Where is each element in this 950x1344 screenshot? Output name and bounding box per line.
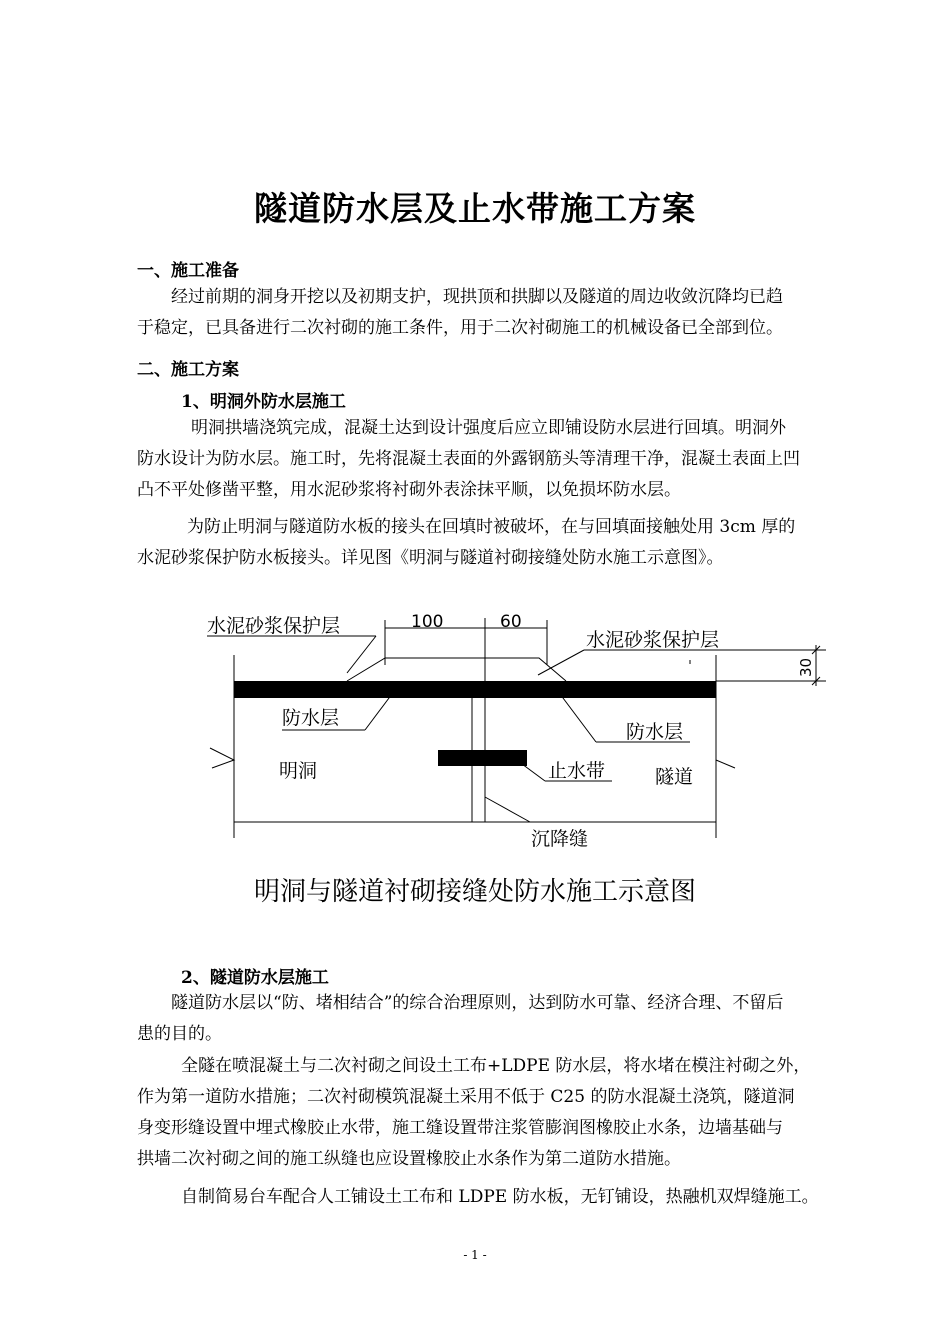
text-line: 身变形缝设置中埋式橡胶止水带，施工缝设置带注浆管膨润图橡胶止水条，边墙基础与 bbox=[137, 1118, 783, 1138]
text-line: 自制简易台车配合人工铺设土工布和 LDPE 防水板，无钉铺设，热融机双焊缝施工。 bbox=[181, 1187, 819, 1207]
dimension-60: 60 bbox=[500, 612, 522, 632]
dimension-100: 100 bbox=[411, 612, 444, 632]
section-heading-plan: 二、施工方案 bbox=[137, 360, 239, 380]
text-line: 水泥砂浆保护防水板接头。详见图《明洞与隧道衬砌接缝处防水施工示意图》。 bbox=[137, 548, 724, 568]
paragraph-tunnel-1 bbox=[137, 988, 860, 1050]
text-line: 隧道防水层以“防、堵相结合”的综合治理原则，达到防水可靠、经济合理、不留后 bbox=[171, 993, 784, 1013]
diagram-caption: 明洞与隧道衬砌接缝处防水施工示意图 bbox=[253, 877, 697, 907]
paragraph-preparation bbox=[137, 282, 860, 344]
joint-waterproofing-diagram bbox=[0, 590, 950, 920]
label-open-cut-tunnel: 明洞 bbox=[279, 760, 318, 782]
text-line: 凸不平处修凿平整，用水泥砂浆将衬砌外表涂抹平顺，以免损坏防水层。 bbox=[137, 480, 681, 500]
paragraph-open-cut-2 bbox=[137, 512, 860, 574]
text-line: 明洞拱墙浇筑完成，混凝土达到设计强度后应立即铺设防水层进行回填。明洞外 bbox=[191, 418, 786, 438]
paragraph-tunnel-3 bbox=[137, 1182, 860, 1213]
document-title: 隧道防水层及止水带施工方案 bbox=[254, 189, 696, 228]
text-line: 全隧在喷混凝土与二次衬砌之间设土工布+LDPE 防水层，将水堵在模注衬砌之外， bbox=[181, 1056, 811, 1076]
text-line: 经过前期的洞身开挖以及初期支护，现拱顶和拱脚以及隧道的周边收敛沉降均已趋 bbox=[171, 287, 783, 307]
waterstop-bar bbox=[438, 750, 527, 766]
label-tunnel: 隧道 bbox=[655, 766, 694, 788]
label-settlement-joint: 沉降缝 bbox=[531, 828, 589, 850]
waterproof-layer-band bbox=[234, 681, 716, 698]
text-line: 拱墙二次衬砌之间的施工纵缝也应设置橡胶止水条作为第二道防水措施。 bbox=[137, 1149, 681, 1169]
text-line: 为防止明洞与隧道防水板的接头在回填时被破坏，在与回填面接触处用 3cm 厚的 bbox=[187, 517, 796, 537]
label-waterproof-layer-left: 防水层 bbox=[282, 707, 340, 729]
section-heading-preparation: 一、施工准备 bbox=[137, 261, 239, 281]
text-line: 作为第一道防水措施；二次衬砌模筑混凝土采用不低于 C25 的防水混凝土浇筑，隧道洞 bbox=[137, 1087, 795, 1107]
text-line: 防水设计为防水层。施工时，先将混凝土表面的外露钢筋头等清理干净，混凝土表面上凹 bbox=[137, 449, 800, 469]
subsection-heading-open-cut-waterproofing: 1、明洞外防水层施工 bbox=[181, 392, 346, 412]
text-line: 于稳定，已具备进行二次衬砌的施工条件，用于二次衬砌施工的机械设备已全部到位。 bbox=[137, 318, 783, 338]
label-mortar-protection-right: 水泥砂浆保护层 bbox=[586, 629, 720, 651]
subsection-heading-tunnel-waterproofing: 2、隧道防水层施工 bbox=[181, 968, 329, 988]
dimension-30: 30 bbox=[797, 657, 815, 677]
label-waterstop: 止水带 bbox=[548, 760, 606, 782]
paragraph-open-cut-1 bbox=[137, 413, 860, 506]
label-waterproof-layer-right: 防水层 bbox=[626, 721, 684, 743]
paragraph-tunnel-2 bbox=[137, 1051, 860, 1175]
text-line: 患的目的。 bbox=[137, 1024, 222, 1044]
page-number: - 1 - bbox=[463, 1248, 487, 1262]
label-mortar-protection-left: 水泥砂浆保护层 bbox=[207, 615, 341, 637]
